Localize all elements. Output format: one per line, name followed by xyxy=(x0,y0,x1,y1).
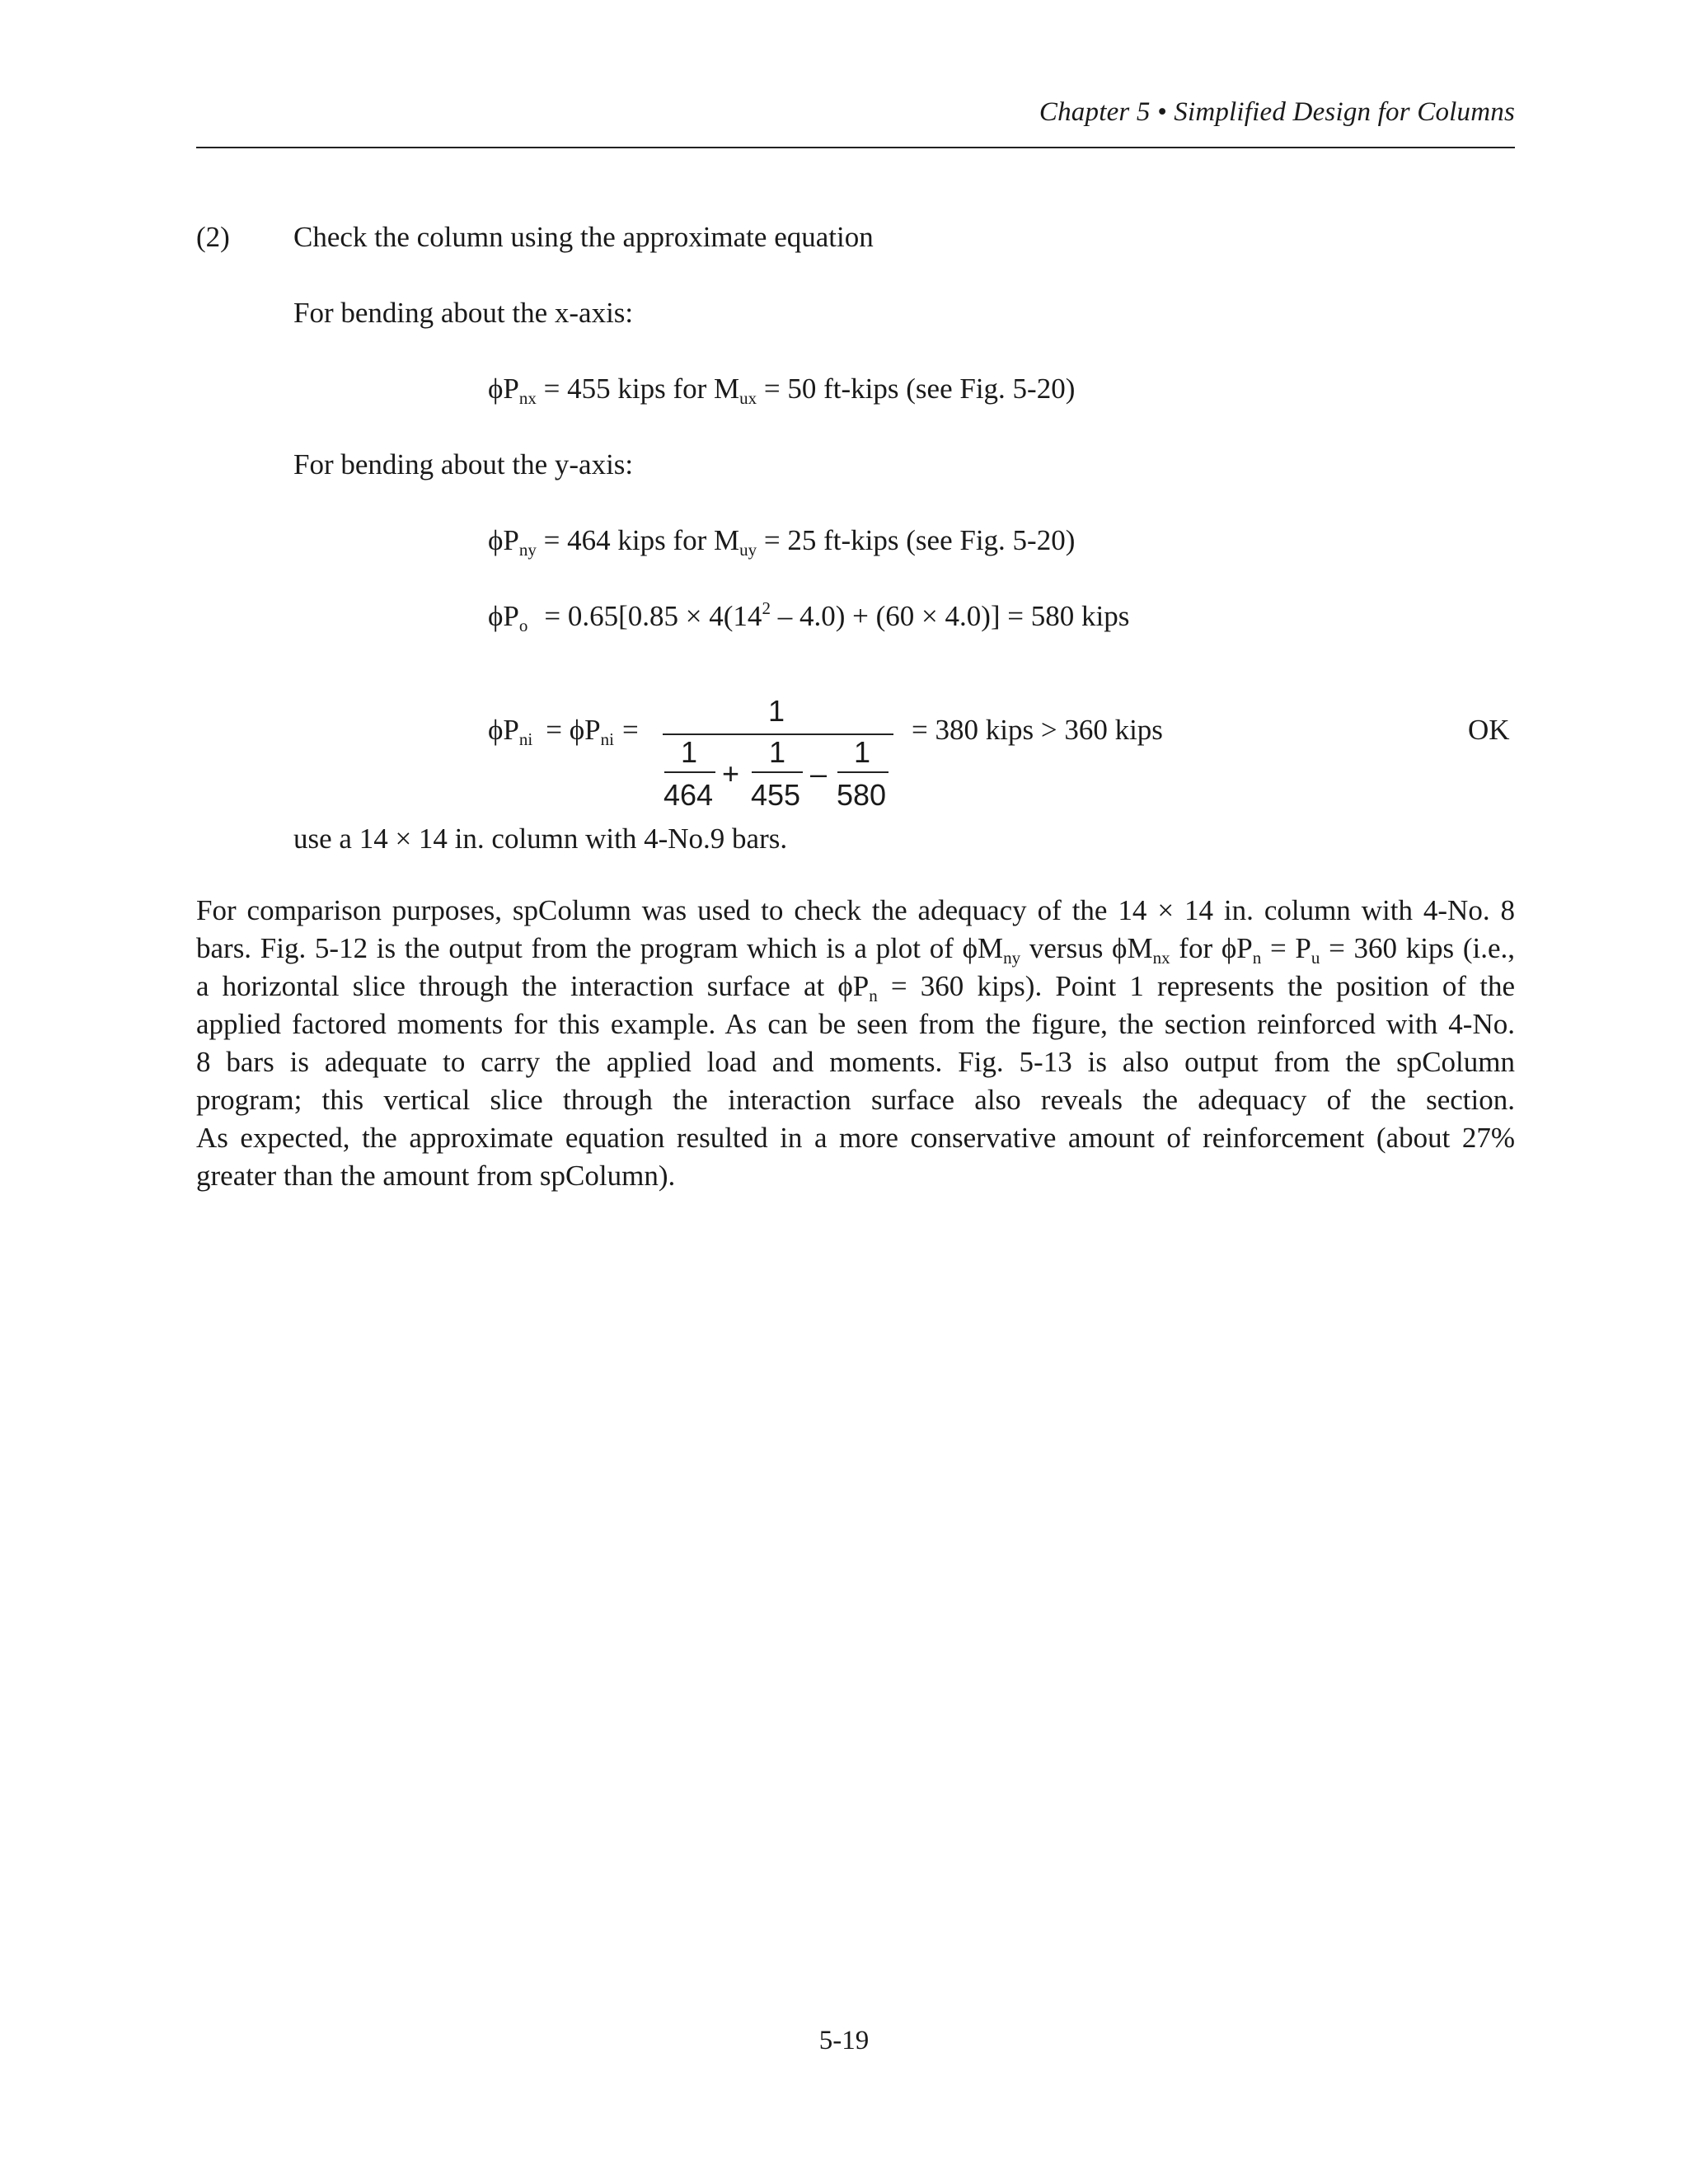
po-subscript: o xyxy=(518,616,528,635)
po-rhs-b: – 4.0) + (60 × 4.0)] = 580 kips xyxy=(770,600,1130,632)
subscript: nx xyxy=(1152,948,1170,968)
paragraph-line xyxy=(196,968,1515,1005)
step-number: (2) xyxy=(196,221,230,253)
pni-symbol-1: ϕP xyxy=(488,714,519,746)
paragraph-line: program; this vertical slice through the interaction surface also reveals the adequacy of the section. xyxy=(196,1084,1515,1116)
subscript: u xyxy=(1311,948,1320,968)
text-run: = 360 kips). Point 1 represents the position of the xyxy=(877,970,1515,1002)
mux-subscript: ux xyxy=(739,388,757,408)
subscript: n xyxy=(1252,948,1262,968)
ok-status: OK xyxy=(1468,714,1510,746)
pni-subscript-2: ni xyxy=(600,729,614,749)
paragraph-line: For comparison purposes, spColumn was used to check the adequacy of the 14 × 14 in. column with 4-No. 8 xyxy=(196,894,1515,926)
text-run: a horizontal slice through the interaction surface at ϕP xyxy=(196,970,870,1002)
comparison-paragraph xyxy=(196,892,1515,1195)
text-run: versus ϕM xyxy=(1020,932,1153,964)
equation-pny xyxy=(488,524,1076,560)
pnx-subscript: nx xyxy=(518,388,537,408)
operator-minus: – xyxy=(810,757,828,790)
term3-numerator: 1 xyxy=(854,735,871,769)
operator-plus: + xyxy=(722,757,740,790)
paragraph-line: As expected, the approximate equation resulted in a more conservative amount of reinforcement (about 27% xyxy=(196,1122,1515,1154)
term1-bar xyxy=(664,771,715,773)
muy-subscript: uy xyxy=(739,540,757,560)
pni-equals: = xyxy=(621,714,639,746)
pnx-rhs: = 50 ft-kips (see Fig. 5-20) xyxy=(757,373,1076,405)
pni-subscript-1: ni xyxy=(518,729,533,749)
subscript: ny xyxy=(1003,948,1021,968)
term3-denominator: 580 xyxy=(837,778,887,812)
po-rhs-a: = 0.65[0.85 × 4(14 xyxy=(544,600,762,632)
fraction-numerator: 1 xyxy=(768,694,785,728)
pny-rhs: = 25 ft-kips (see Fig. 5-20) xyxy=(757,524,1076,556)
term3-bar xyxy=(837,771,889,773)
running-head: Chapter 5 • Simplified Design for Columns xyxy=(1039,97,1515,127)
subscript: n xyxy=(869,986,878,1005)
paragraph-line xyxy=(196,930,1515,968)
term2-numerator: 1 xyxy=(769,735,786,769)
term1-numerator: 1 xyxy=(681,735,698,769)
pni-lhs xyxy=(488,714,639,747)
paragraph-line: applied factored moments for this example. As can be seen from the figure, the section reinforced with 4-No. xyxy=(196,1008,1515,1040)
y-axis-intro: For bending about the y-axis: xyxy=(293,448,634,480)
equation-po xyxy=(488,600,1129,633)
pny-symbol: ϕP xyxy=(488,524,519,556)
text-run: bars. Fig. 5-12 is the output from the program which is a plot of ϕM xyxy=(196,932,1004,964)
conclusion-text: use a 14 × 14 in. column with 4-No.9 bars. xyxy=(293,823,788,855)
header-rule xyxy=(196,147,1515,148)
po-superscript: 2 xyxy=(762,598,771,618)
step-title: Check the column using the approximate equation xyxy=(293,221,874,253)
po-symbol: ϕP xyxy=(488,600,519,632)
text-run: = 360 kips (i.e., xyxy=(1320,932,1515,964)
x-axis-intro: For bending about the x-axis: xyxy=(293,297,634,329)
term1-denominator: 464 xyxy=(663,778,714,812)
pny-subscript: ny xyxy=(518,540,537,560)
pni-symbol-2: = ϕP xyxy=(546,714,601,746)
text-run: = P xyxy=(1261,932,1311,964)
text-run: for ϕP xyxy=(1170,932,1253,964)
pny-mid: = 464 kips for M xyxy=(536,524,740,556)
pnx-symbol: ϕP xyxy=(488,373,519,405)
page-number: 5-19 xyxy=(818,2026,870,2055)
pni-result: = 380 kips > 360 kips xyxy=(912,714,1163,746)
term2-bar xyxy=(752,771,803,773)
term2-denominator: 455 xyxy=(751,778,801,812)
equation-pnx xyxy=(488,373,1076,408)
paragraph-line: greater than the amount from spColumn). xyxy=(196,1160,676,1192)
paragraph-line: 8 bars is adequate to carry the applied load and moments. Fig. 5-13 is also output from the spColumn xyxy=(196,1046,1515,1078)
pnx-mid: = 455 kips for M xyxy=(536,373,740,405)
